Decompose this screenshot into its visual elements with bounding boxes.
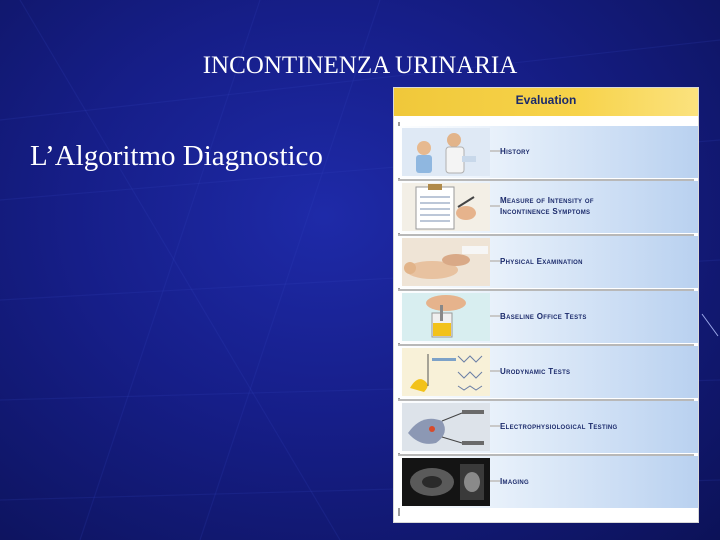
decorative-line [700,310,720,340]
slide-title: INCONTINENZA URINARIA [202,52,518,79]
step-label [500,195,690,217]
step-connector [490,315,500,317]
urodynamic-illustration [402,348,490,396]
step-label: History [500,147,530,156]
step-physical-examination [394,236,698,288]
step-label: Baseline Office Tests [500,312,587,321]
step-label: Electrophysiological Testing [500,422,618,431]
step-connector [490,370,500,372]
step-label-line: Measure of Intensity of [500,196,594,205]
doctor-patient-illustration [402,128,490,176]
slide-subtitle: L’Algoritmo Diagnostico [30,140,323,172]
step-connector [490,205,500,207]
step-urodynamic-tests [394,346,698,398]
step-label: Imaging [500,477,529,486]
step-electrophysiological-testing [394,401,698,453]
imaging-scan-illustration [402,458,490,506]
step-baseline-office-tests [394,291,698,343]
step-connector [490,260,500,262]
step-imaging [394,456,698,508]
step-label: Urodynamic Tests [500,367,571,376]
urine-sample-illustration [402,293,490,341]
step-connector [490,425,500,427]
electrophysiology-illustration [402,403,490,451]
step-measure-intensity [394,181,698,233]
evaluation-figure [394,88,698,522]
step-label: Physical Examination [500,257,583,266]
figure-header-title: Evaluation [515,93,577,107]
figure-header [394,88,698,116]
step-connector [490,480,500,482]
clipboard-chart-illustration [402,183,490,231]
step-history [394,126,698,178]
step-label-line: Incontinence Symptoms [500,207,591,216]
step-connector [490,150,500,152]
examination-illustration [402,238,490,286]
